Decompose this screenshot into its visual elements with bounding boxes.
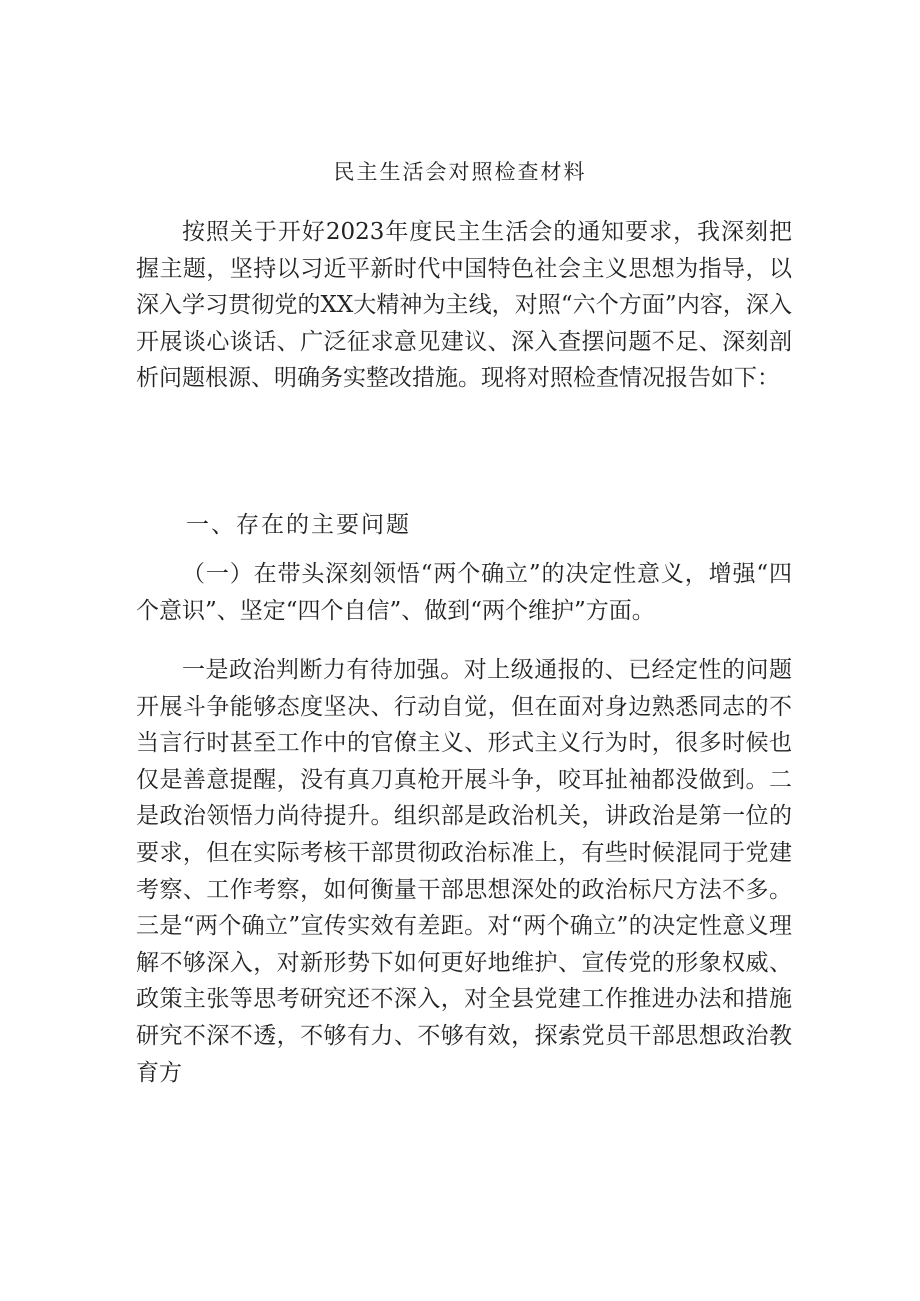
section-heading: 一、存在的主要问题 — [186, 512, 411, 538]
subsection-heading: （一）在带头深刻领悟“两个确立”的决定性意义，增强“四个意识”、坚定“四个自信”、做到“两个维护”方面。 — [136, 561, 792, 624]
intro-paragraph: 按照关于开好2023年度民主生活会的通知要求，我深刻把握主题，坚持以习近平新时代中国特色社会主义思想为指导，以深入学习贯彻党的XX大精神为主线，对照“六个方面”内容，深入开展谈心谈话、广泛征求意见建议、深入查摆问题不足、深刻剖析问题根源、明确务实整改措施。现将对照检查情况报告如下： — [136, 219, 792, 392]
subsection-body-paragraph: 一是政治判断力有待加强。对上级通报的、已经定性的问题开展斗争能够态度坚决、行动自觉，但在面对身边熟悉同志的不当言行时甚至工作中的官僚主义、形式主义行为时，很多时候也仅是善意提醒，没有真刀真枪开展斗争，咬耳扯袖都没做到。二是政治领悟力尚待提升。组织部是政治机关，讲政治是第一位的要求，但在实际考核干部贯彻政治标准上，有些时候混同于党建考察、工作考察，如何衡量干部思想深处的政治标尺方法不多。三是“两个确立”宣传实效有差距。对“两个确立”的决定性意义理解不够深入，对新形势下如何更好地维护、宣传党的形象权威、政策主张等思考研究还不深入，对全县党建工作推进办法和措施研究不深不透，不够有力、不够有效，探索党员干部思想政治教育方 — [136, 657, 792, 1086]
document-title: 民主生活会对照检查材料 — [333, 160, 587, 184]
